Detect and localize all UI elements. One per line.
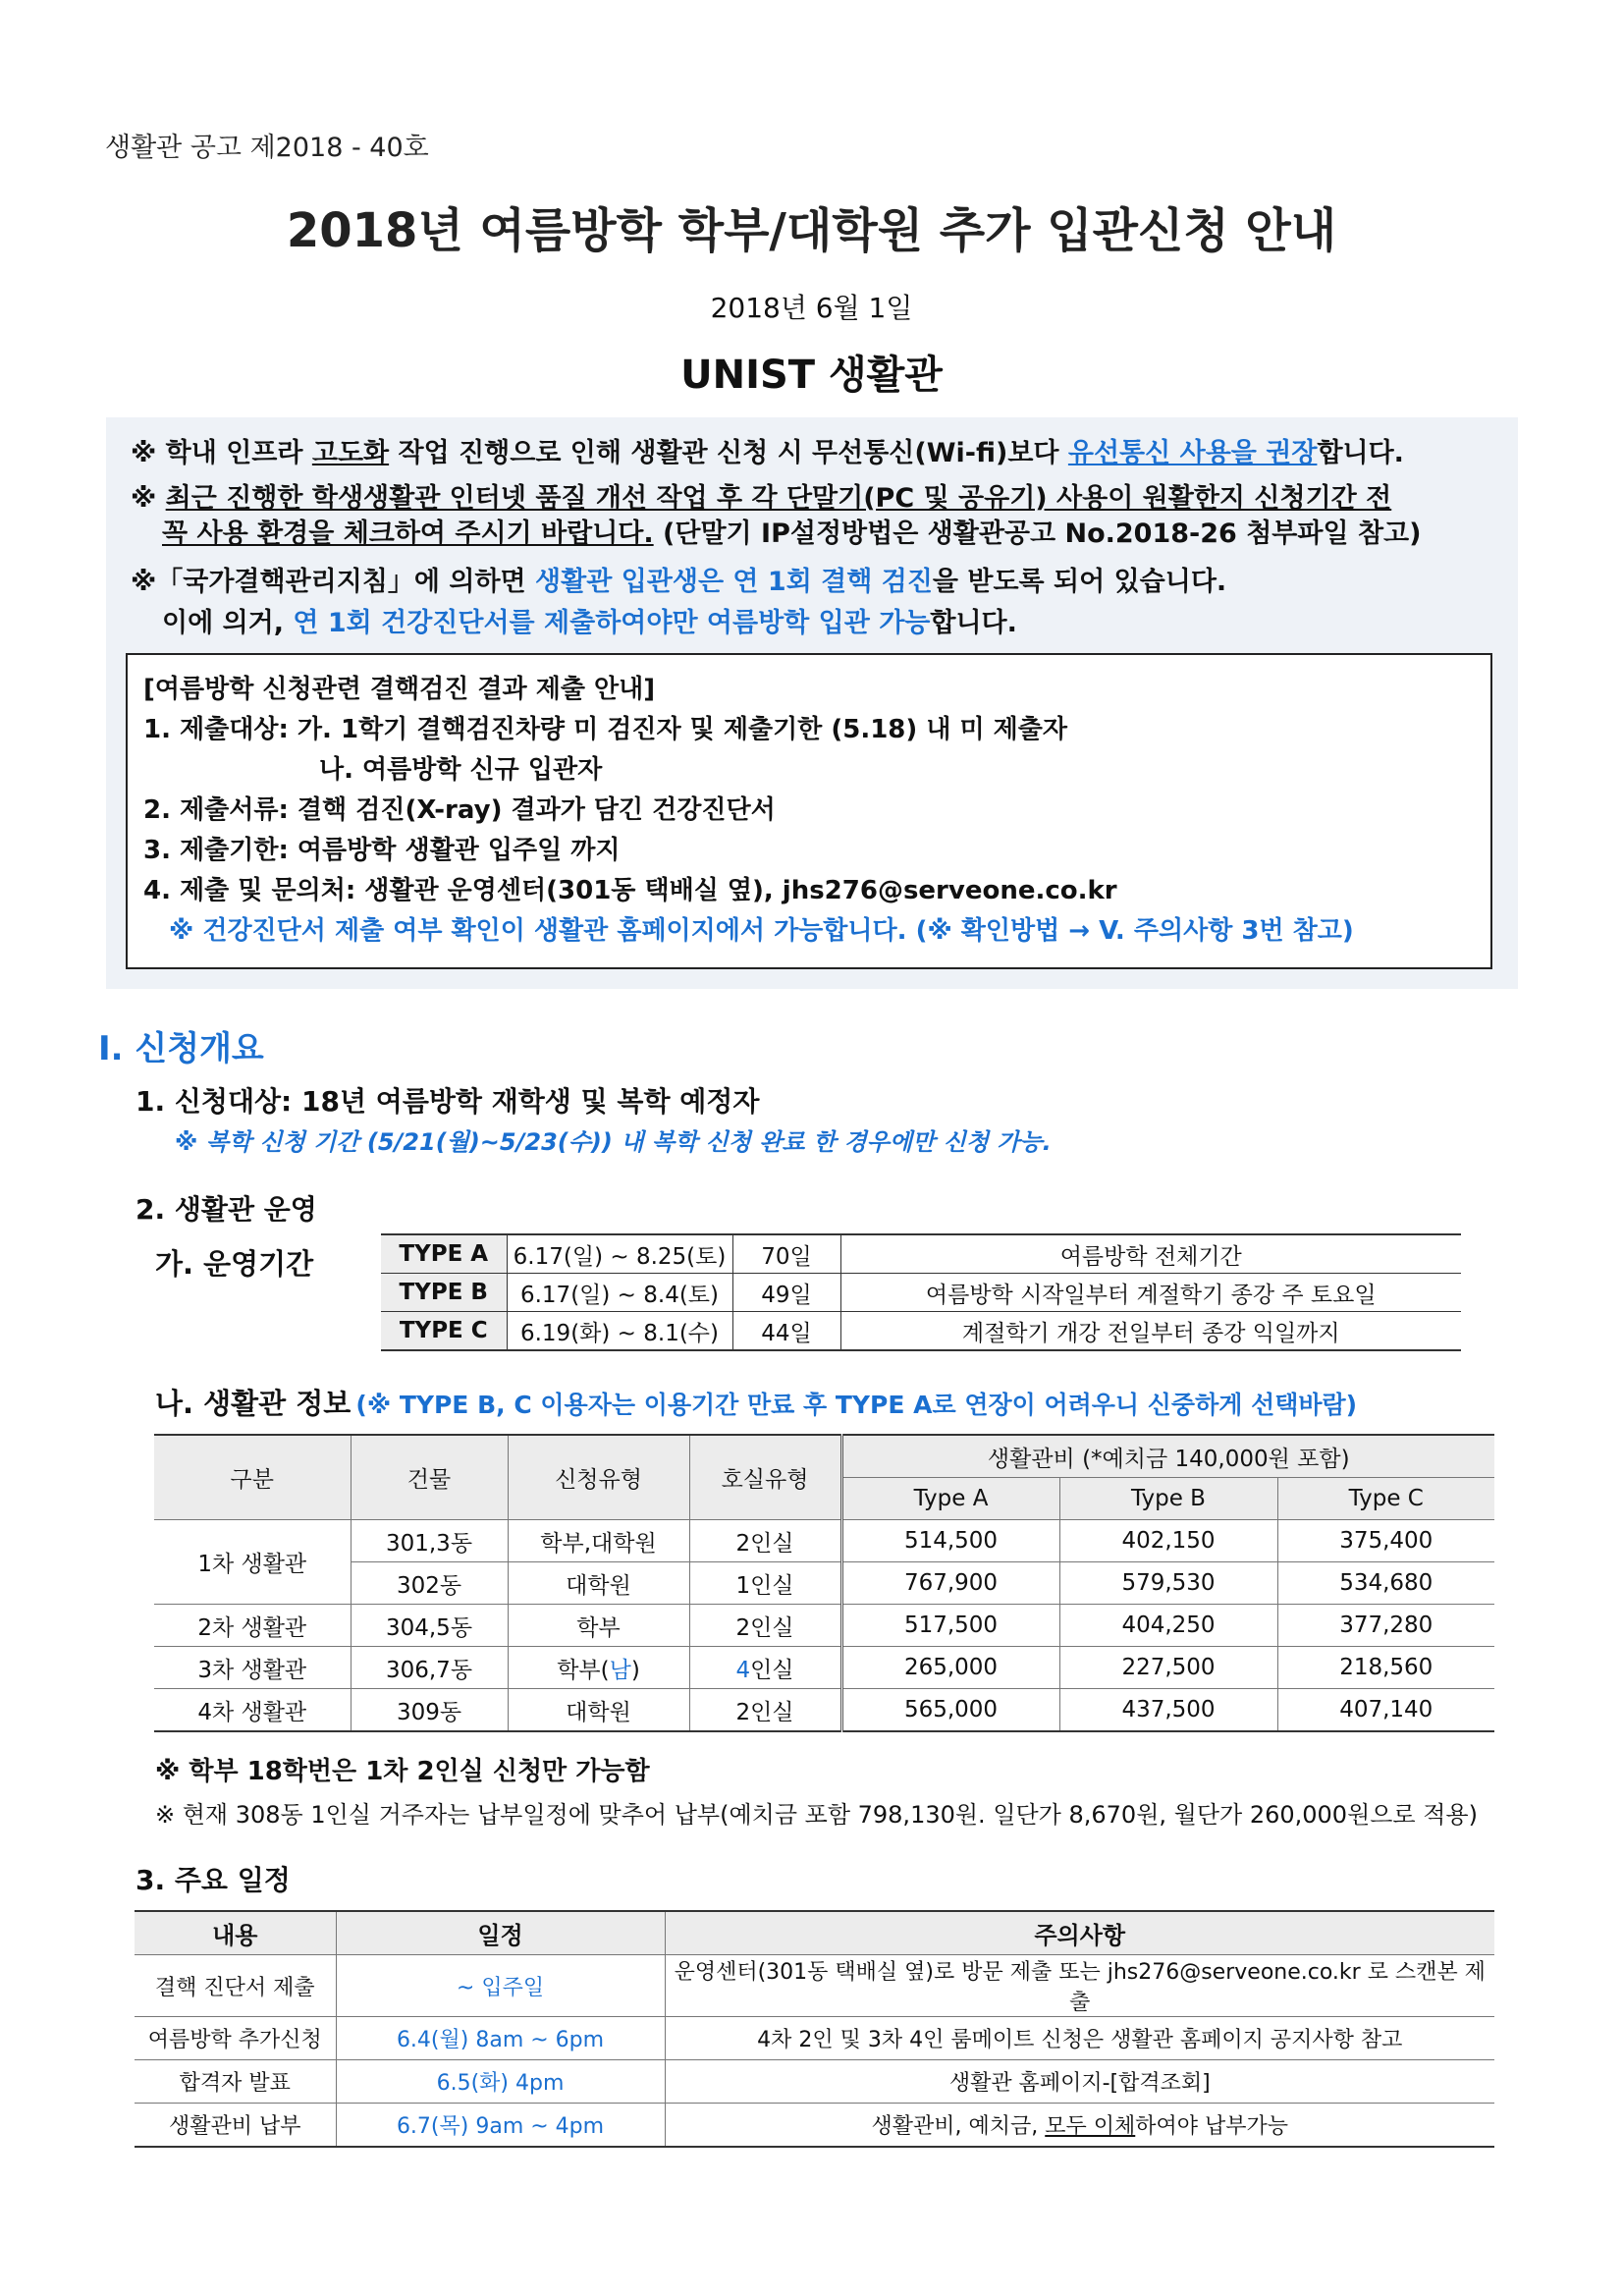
type-cell: TYPE A (381, 1234, 507, 1274)
fee-cell: 227,500 (1059, 1647, 1277, 1689)
notice-line-5 (162, 601, 1017, 639)
date-cell: ~ 입주일 (336, 1955, 665, 2017)
table-row (135, 1955, 1494, 2017)
note-text: 생활관비, 예치금, (871, 2114, 1046, 2139)
notice-date: 2018년 6월 1일 (710, 292, 913, 324)
kind-cell: 대학원 (508, 1562, 689, 1605)
notice-text: 작업 진행으로 인해 생활관 신청 시 무선통신(Wi-fi)보다 (389, 438, 1068, 468)
kind-cell (508, 1647, 689, 1689)
table-row (381, 1234, 1461, 1274)
item-cell: 합격자 발표 (135, 2060, 336, 2104)
operation-heading: 2. 생활관 운영 (135, 1193, 317, 1226)
notice-text: 합니다. (930, 608, 1017, 638)
note-text: 모두 이체 (1045, 2114, 1136, 2139)
fee-cell: 402,150 (1059, 1520, 1277, 1562)
notice-text: 고도화 (311, 438, 390, 468)
fee-cell: 767,900 (841, 1562, 1059, 1605)
fee-cell: 265,000 (841, 1647, 1059, 1689)
dorm-note-2: ※ 현재 308동 1인실 거주자는 납부일정에 맞추어 납부(예치금 포함 798,130원. 일단가 8,670원, 월단가 260,000원으로 적용) (155, 1801, 1478, 1829)
note-cell (665, 2104, 1494, 2148)
table-row (381, 1312, 1461, 1351)
item-cell: 결핵 진단서 제출 (135, 1955, 336, 2017)
column-header: 생활관비 (*예치금 140,000원 포함) (841, 1435, 1494, 1478)
tb-box-line: 4. 제출 및 문의처: 생활관 운영센터(301동 택배실 옆), jhs276@serveone.co.kr (143, 876, 1117, 905)
kind-highlight: 남 (609, 1657, 631, 1683)
dorm-info-heading: 나. 생활관 정보 (155, 1387, 352, 1420)
room-cell: 1인실 (689, 1562, 841, 1605)
notice-number: 생활관 공고 제2018 - 40호 (105, 133, 429, 163)
item-cell: 생활관비 납부 (135, 2104, 336, 2148)
date-cell: 6.4(월) 8am ~ 6pm (336, 2017, 665, 2060)
fee-cell: 404,250 (1059, 1605, 1277, 1647)
column-header: 건물 (351, 1435, 508, 1520)
group-cell: 1차 생활관 (154, 1520, 351, 1605)
building-cell: 301,3동 (351, 1520, 508, 1562)
table-row (154, 1520, 1494, 1562)
notice-text: 꼭 사용 환경을 체크하여 주시기 바랍니다. (162, 519, 654, 549)
note-cell: 4차 2인 및 3차 4인 룸메이트 신청은 생활관 홈페이지 공지사항 참고 (665, 2017, 1494, 2060)
column-header: 호실유형 (689, 1435, 841, 1520)
building-cell: 309동 (351, 1689, 508, 1732)
period-cell: 6.19(화) ~ 8.1(수) (507, 1312, 732, 1351)
room-cell: 2인실 (689, 1520, 841, 1562)
notice-line-3 (162, 512, 1421, 550)
note-text: 하여야 납부가능 (1135, 2114, 1289, 2139)
table-row (135, 2060, 1494, 2104)
notice-text: (단말기 IP설정방법은 생활관공고 No.2018-26 첨부파일 참고) (653, 519, 1422, 549)
table-row (135, 2104, 1494, 2148)
room-text: 인실 (750, 1657, 794, 1683)
date-cell: 6.5(화) 4pm (336, 2060, 665, 2104)
tb-box-line: 1. 제출대상: 가. 1학기 결핵검진차량 미 검진자 및 제출기한 (5.18) 내 미 제출자 (143, 715, 1068, 744)
notice-text: ※「국가결핵관리지침」에 의하면 (131, 567, 536, 597)
schedule-table (135, 1910, 1494, 2148)
desc-cell: 여름방학 전체기간 (840, 1234, 1461, 1274)
eligibility-note: ※ 복학 신청 기간 (5/21(월)~5/23(수)) 내 복학 신청 완료 한 경우에만 신청 가능. (175, 1128, 1052, 1156)
notice-text: ※ 학내 인프라 (131, 438, 312, 468)
building-cell: 304,5동 (351, 1605, 508, 1647)
kind-cell: 학부 (508, 1605, 689, 1647)
group-cell: 3차 생활관 (154, 1647, 351, 1689)
kind-text: ) (630, 1657, 640, 1683)
column-header: 일정 (336, 1911, 665, 1955)
column-header: 내용 (135, 1911, 336, 1955)
fee-cell: 218,560 (1277, 1647, 1494, 1689)
date-cell: 6.7(목) 9am ~ 4pm (336, 2104, 665, 2148)
column-header: 구분 (154, 1435, 351, 1520)
fee-cell: 375,400 (1277, 1520, 1494, 1562)
column-header: 주의사항 (665, 1911, 1494, 1955)
notice-highlight: 유선통신 사용을 권장 (1067, 438, 1318, 468)
table-header-row (154, 1435, 1494, 1478)
tb-box-line: 2. 제출서류: 결핵 검진(X-ray) 결과가 담긴 건강진단서 (143, 795, 776, 825)
days-cell: 49일 (732, 1274, 840, 1312)
table-row (381, 1274, 1461, 1312)
tb-box-line: 나. 여름방학 신규 입관자 (319, 755, 603, 785)
notice-text: 최근 진행한 학생생활관 인터넷 품질 개선 작업 후 각 단말기(PC 및 공유기) 사용이 원활한지 신청기간 전 (165, 483, 1392, 514)
type-cell: TYPE B (381, 1274, 507, 1312)
notice-box (106, 417, 1518, 989)
table-row (154, 1605, 1494, 1647)
room-cell: 2인실 (689, 1689, 841, 1732)
type-cell: TYPE C (381, 1312, 507, 1351)
days-cell: 70일 (732, 1234, 840, 1274)
table-row (154, 1562, 1494, 1605)
kind-cell: 대학원 (508, 1689, 689, 1732)
item-cell: 여름방학 추가신청 (135, 2017, 336, 2060)
eligibility-heading: 1. 신청대상: 18년 여름방학 재학생 및 복학 예정자 (135, 1085, 760, 1118)
tb-checkup-box (126, 653, 1492, 969)
organization-name: UNIST 생활관 (680, 353, 943, 398)
fee-cell: 579,530 (1059, 1562, 1277, 1605)
notice-highlight: 생활관 입관생은 연 1회 결핵 검진 (535, 567, 933, 597)
note-cell: 생활관 홈페이지-[합격조회] (665, 2060, 1494, 2104)
table-row (154, 1647, 1494, 1689)
fee-cell: 565,000 (841, 1689, 1059, 1732)
fee-cell: 514,500 (841, 1520, 1059, 1562)
schedule-heading: 3. 주요 일정 (135, 1864, 291, 1896)
table-row (135, 2017, 1494, 2060)
days-cell: 44일 (732, 1312, 840, 1351)
fee-cell: 407,140 (1277, 1689, 1494, 1732)
period-cell: 6.17(일) ~ 8.25(토) (507, 1234, 732, 1274)
period-table (381, 1233, 1461, 1351)
tb-box-title: [여름방학 신청관련 결핵검진 결과 제출 안내] (143, 675, 656, 704)
notice-text: ※ (131, 483, 166, 514)
room-cell (689, 1647, 841, 1689)
room-highlight: 4 (735, 1657, 751, 1683)
fee-cell: 437,500 (1059, 1689, 1277, 1732)
column-header: Type B (1059, 1478, 1277, 1520)
notice-text: 합니다. (1317, 438, 1404, 468)
kind-cell: 학부,대학원 (508, 1520, 689, 1562)
table-header-row (135, 1911, 1494, 1955)
tb-box-line: 3. 제출기한: 여름방학 생활관 입주일 까지 (143, 836, 621, 865)
notice-line-1 (131, 431, 1404, 469)
building-cell: 302동 (351, 1562, 508, 1605)
dorm-note-1: ※ 학부 18학번은 1차 2인실 신청만 가능함 (155, 1757, 650, 1786)
notice-line-4 (131, 560, 1226, 598)
page-title: 2018년 여름방학 학부/대학원 추가 입관신청 안내 (286, 203, 1337, 258)
table-row (154, 1689, 1494, 1732)
notice-text: 을 받도록 되어 있습니다. (932, 567, 1227, 597)
room-cell: 2인실 (689, 1605, 841, 1647)
note-cell: 운영센터(301동 택배실 옆)로 방문 제출 또는 jhs276@serveone.co.kr 로 스캔본 제출 (665, 1955, 1494, 2017)
fee-cell: 517,500 (841, 1605, 1059, 1647)
desc-cell: 여름방학 시작일부터 계절학기 종강 주 토요일 (840, 1274, 1461, 1312)
fee-cell: 534,680 (1277, 1562, 1494, 1605)
tb-box-note: ※ 건강진단서 제출 여부 확인이 생활관 홈페이지에서 가능합니다. (※ 확인방법 → V. 주의사항 3번 참고) (169, 916, 1354, 946)
dorm-fee-table (154, 1434, 1494, 1732)
kind-text: 학부( (557, 1657, 610, 1683)
section-title: Ⅰ. 신청개요 (98, 1029, 264, 1068)
building-cell: 306,7동 (351, 1647, 508, 1689)
dorm-info-heading-line (155, 1382, 1357, 1422)
notice-line-2 (131, 476, 1391, 515)
desc-cell: 계절학기 개강 전일부터 종강 익일까지 (840, 1312, 1461, 1351)
period-heading: 가. 운영기간 (155, 1247, 314, 1281)
column-header: Type A (841, 1478, 1059, 1520)
dorm-info-note: (※ TYPE B, C 이용자는 이용기간 만료 후 TYPE A로 연장이 어려우니 신중하게 선택바람) (355, 1391, 1358, 1419)
column-header: 신청유형 (508, 1435, 689, 1520)
period-cell: 6.17(일) ~ 8.4(토) (507, 1274, 732, 1312)
notice-text: 이에 의거, (162, 608, 294, 638)
notice-highlight: 연 1회 건강진단서를 제출하여야만 여름방학 입관 가능 (293, 608, 931, 638)
column-header: Type C (1277, 1478, 1494, 1520)
fee-cell: 377,280 (1277, 1605, 1494, 1647)
group-cell: 2차 생활관 (154, 1605, 351, 1647)
group-cell: 4차 생활관 (154, 1689, 351, 1732)
